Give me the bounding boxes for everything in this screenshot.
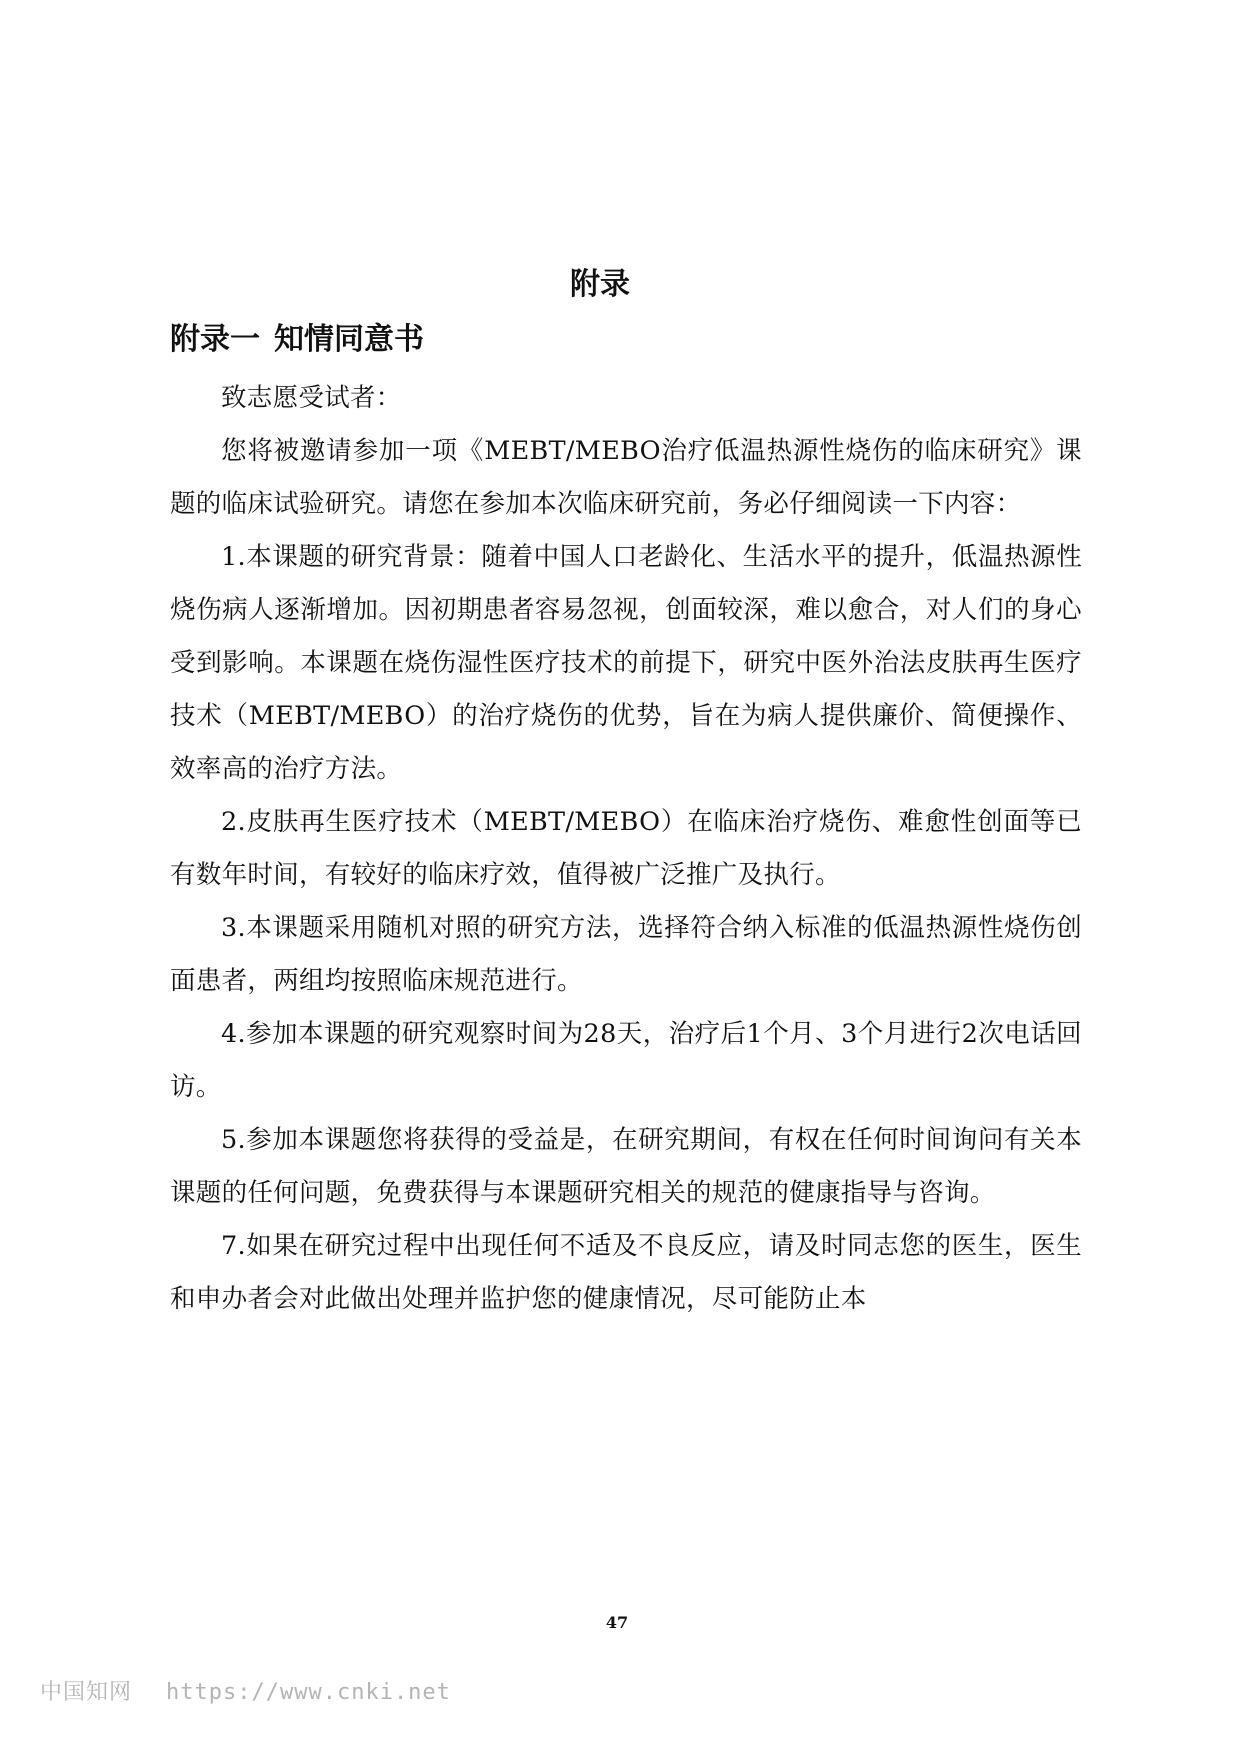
consent-body (170, 372, 1082, 1326)
salutation: 致志愿受试者： (221, 383, 402, 413)
section-heading (170, 320, 424, 360)
section-name: 知情同意书 (274, 322, 424, 357)
consent-item: 4.参加本课题的研究观察时间为28天，治疗后1个月、3个月进行2次电话回访。 (170, 1019, 1082, 1102)
consent-item: 7.如果在研究过程中出现任何不适及不良反应，请及时同志您的医生，医生和申办者会对此做出处理并监护您的健康情况，尽可能防止本 (170, 1231, 1082, 1314)
section-label: 附录一 (170, 322, 260, 357)
consent-item: 2.皮肤再生医疗技术（MEBT/MEBO）在临床治疗烧伤、难愈性创面等已有数年时间，有较好的临床疗效，值得被广泛推广及执行。 (170, 807, 1082, 890)
intro-paragraph: 您将被邀请参加一项《MEBT/MEBO治疗低温热源性烧伤的临床研究》课题的临床试验研究。请您在参加本次临床研究前，务必仔细阅读一下内容： (170, 436, 1082, 519)
cnki-watermark (40, 1678, 451, 1708)
consent-item: 3.本课题采用随机对照的研究方法，选择符合纳入标准的低温热源性烧伤创面患者，两组均按照临床规范进行。 (170, 913, 1082, 996)
watermark-name: 中国知网 (40, 1680, 133, 1705)
page-number: 47 (605, 1613, 629, 1632)
page-title: 附录 (570, 267, 630, 302)
watermark-url: https://www.cnki.net (166, 1680, 451, 1705)
consent-item: 5.参加本课题您将获得的受益是，在研究期间，有权在任何时间询问有关本课题的任何问题，免费获得与本课题研究相关的规范的健康指导与咨询。 (170, 1125, 1082, 1208)
consent-item: 1.本课题的研究背景：随着中国人口老龄化、生活水平的提升，低温热源性烧伤病人逐渐增加。因初期患者容易忽视，创面较深，难以愈合，对人们的身心受到影响。本课题在烧伤湿性医疗技术的前提下，研究中医外治法皮肤再生医疗技术（MEBT/MEBO）的治疗烧伤的优势，旨在为病人提供廉价、简便操作、效率高的治疗方法。 (170, 542, 1082, 784)
